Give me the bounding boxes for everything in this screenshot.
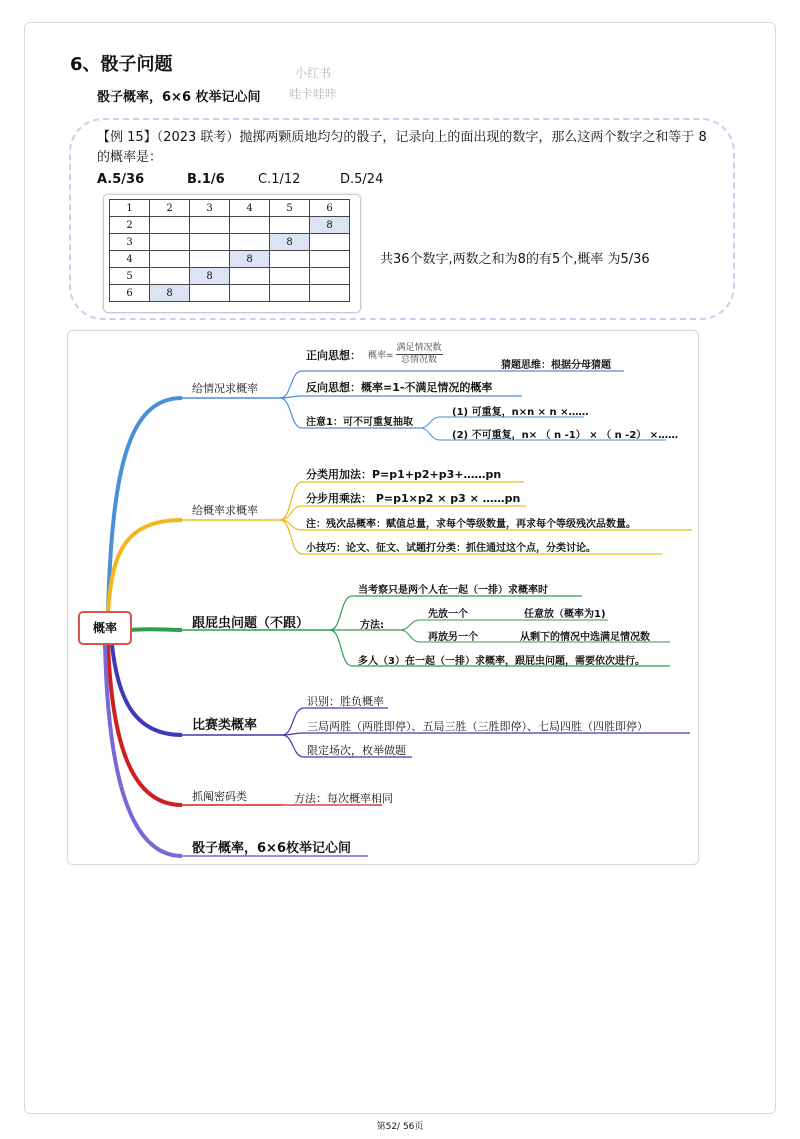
step1-detail: 任意放（概率为1) xyxy=(524,609,606,620)
table-cell: 3 xyxy=(190,200,230,217)
step2-detail: 从剩下的情况中选满足情况数 xyxy=(520,632,650,643)
table-cell: 1 xyxy=(110,200,150,217)
branch-line-green xyxy=(130,629,182,630)
table-cell: 2 xyxy=(150,200,190,217)
option-b: B.1/6 xyxy=(187,172,225,187)
note-repeat: 注意1：可不可重复抽取 xyxy=(306,417,413,428)
sub-repeatable: (1) 可重复，n×n × n ×…… xyxy=(452,407,589,418)
sub-non-repeatable: (2) 不可重复，n× （ n -1） × （ n -2） ×…… xyxy=(452,430,679,441)
page-footer: 第52/ 56页 xyxy=(376,1122,424,1132)
option-c: C.1/12 xyxy=(258,172,301,187)
table-cell: 6 xyxy=(110,285,150,302)
table-cell: 6 xyxy=(310,200,350,217)
fraction-numerator: 满足情况数 xyxy=(396,343,442,353)
match-identify: 识别：胜负概率 xyxy=(307,695,384,708)
table-cell-highlight: 8 xyxy=(150,285,190,302)
match-enumerate: 限定场次，枚举做题 xyxy=(307,744,406,757)
guess-thinking: 猜题思维：根据分母猜题 xyxy=(501,360,611,371)
branch-label-follower: 跟屁虫问题（不跟） xyxy=(192,616,310,631)
defective-note: 注：残次品概率：赋值总量，求每个等级数量，再求每个等级残次品数量。 xyxy=(306,519,636,530)
mindmap-root: 概率 xyxy=(78,611,132,645)
match-formats: 三局两胜（两胜即停）、五局三胜（三胜即停）、七局四胜（四胜即停） xyxy=(307,720,648,733)
step1: 先放一个 xyxy=(428,609,468,620)
addition-rule: 分类用加法：P=p1+p2+p3+……pn xyxy=(306,468,502,481)
table-cell: 3 xyxy=(110,234,150,251)
example-question: 【例 15】（2023 联考）抛掷两颗质地均匀的骰子，记录向上的面出现的数字，那么这两个数字之和等于 8 的概率是： xyxy=(97,130,707,165)
watermark-line1: 小红书 xyxy=(295,66,332,80)
branch-label-given-cases: 给情况求概率 xyxy=(192,382,258,395)
follower-method: 方法: xyxy=(360,620,384,631)
reverse-thinking: 反向思想：概率=1-不满足情况的概率 xyxy=(306,381,493,394)
table-cell-highlight: 8 xyxy=(310,217,350,234)
branch-line-blue xyxy=(108,398,182,612)
table-cell-highlight: 8 xyxy=(230,251,270,268)
branch-label-dice: 骰子概率，6×6枚举记心间 xyxy=(192,841,351,856)
tip-scoring: 小技巧：论文、征文、试题打分类：抓住通过这个点，分类讨论。 xyxy=(306,543,596,554)
probability-fraction xyxy=(368,343,443,366)
table-cell: 2 xyxy=(110,217,150,234)
example-answer: 共36个数字,两数之和为8的有5个,概率 为5/36 xyxy=(380,252,650,267)
table-cell: 5 xyxy=(110,268,150,285)
branch-label-lottery: 抓阄密码类 xyxy=(192,790,247,803)
branch-line-yellow xyxy=(108,520,182,612)
follower-condition: 当考察只是两个人在一起（一排）求概率时 xyxy=(358,585,548,596)
section-subtitle: 骰子概率，6×6 枚举记心间 xyxy=(97,90,261,105)
option-a: A.5/36 xyxy=(97,172,145,187)
forward-thinking: 正向思想： xyxy=(306,349,361,362)
table-cell-highlight: 8 xyxy=(190,268,230,285)
step2: 再放另一个 xyxy=(428,632,478,643)
lottery-method: 方法：每次概率相同 xyxy=(294,792,393,805)
fraction-prefix: 概率= xyxy=(368,351,394,361)
branch-line-indigo xyxy=(112,645,182,735)
table-cell: 4 xyxy=(110,251,150,268)
fraction xyxy=(396,343,443,366)
table-cell: 4 xyxy=(230,200,270,217)
watermark-line2: 哇卡哇咔 xyxy=(289,87,338,101)
multiplication-rule: 分步用乘法： P=p1×p2 × p3 × ……pn xyxy=(306,492,521,505)
branch-label-given-prob: 给概率求概率 xyxy=(192,504,258,517)
branch-label-match: 比赛类概率 xyxy=(192,718,258,733)
follower-multi: 多人（3）在一起（一排）求概率，跟屁虫问题，需要依次进行。 xyxy=(358,656,645,667)
fraction-denominator: 总情况数 xyxy=(401,355,438,365)
option-d: D.5/24 xyxy=(340,172,384,187)
section-title: 6、骰子问题 xyxy=(70,54,173,75)
table-cell-highlight: 8 xyxy=(270,234,310,251)
table-cell: 5 xyxy=(270,200,310,217)
